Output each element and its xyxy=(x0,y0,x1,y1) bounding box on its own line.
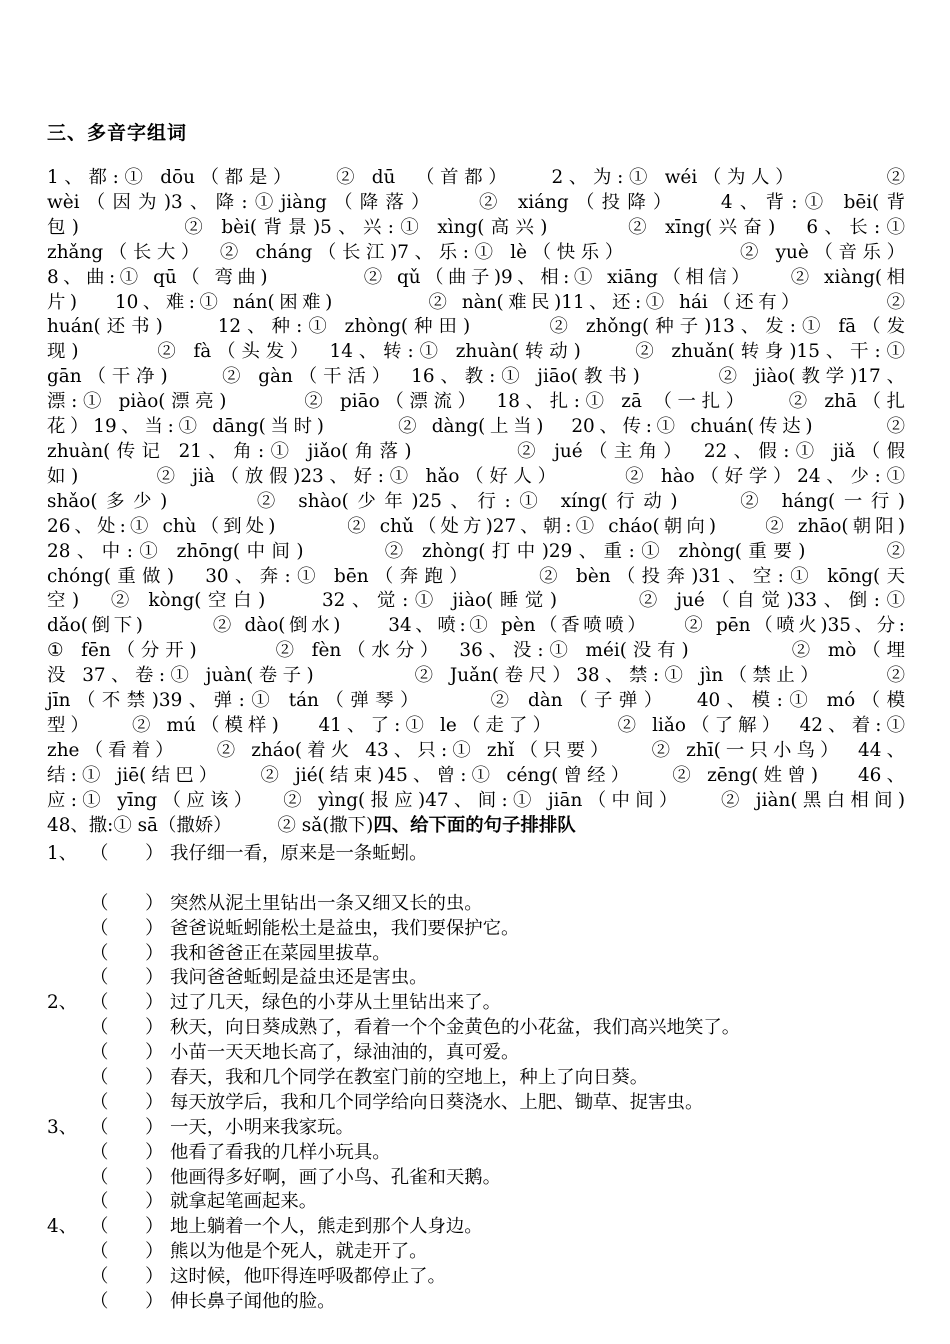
sentence-row xyxy=(47,1265,905,1290)
sentence-row xyxy=(47,1116,905,1141)
polyphone-line: ① fēn（分开) ② fèn（水分） 36、没:① méi(没有) ② mò（埋 xyxy=(47,640,905,662)
answer-blank[interactable]: （ ） xyxy=(90,1091,164,1113)
answer-blank[interactable]: （ ） xyxy=(90,917,164,939)
sentence-text: 小苗一天天地长高了，绿油油的，真可爱。 xyxy=(170,1042,520,1064)
sentence-row xyxy=(47,942,905,967)
sentence-text: 熊以为他是个死人，就走开了。 xyxy=(170,1241,428,1263)
sentence-text: 每天放学后，我和几个同学给向日葵浇水、上肥、锄草、捉害虫。 xyxy=(170,1091,704,1113)
sentence-row xyxy=(47,1041,905,1066)
polyphone-line: dǎo(倒下) ② dào(倒水) 34、喷:① pèn（香喷喷） ② pēn（喷火)35、分: xyxy=(47,615,905,637)
sentence-text: 我仔细一看，原来是一条蚯蚓。 xyxy=(170,843,428,864)
polyphone-line: wèi（因为)3、降:①jiàng（降落） ② xiáng（投降） 4、背:① bēi(背 xyxy=(47,191,905,213)
answer-blank[interactable]: （ ） xyxy=(90,892,164,914)
polyphone-line: 现) ② fà（头发） 14、转:① zhuàn(转动) ② zhuǎn(转身)15、干:① xyxy=(47,341,905,363)
polyphone-line: 包) ② bèi(背景)5、兴:① xìng(高兴) ② xīng(兴奋) 6、长:① xyxy=(47,216,905,238)
answer-blank[interactable]: （ ） xyxy=(90,1017,164,1039)
polyphone-line: shǎo(多少) ② shào(少年)25、行:① xíng(行动) ② háng(一行) xyxy=(47,490,905,512)
polyphone-line: 没 37、卷:① juàn(卷子) ② Juǎn(卷尺）38、禁:① jìn（禁止） ② xyxy=(47,665,905,687)
polyphone-paragraph xyxy=(47,166,905,838)
sentence-row xyxy=(47,1141,905,1166)
sentence-text: 他画得多好啊，画了小鸟、孔雀和天鹅。 xyxy=(170,1166,502,1188)
group-number: 1、 xyxy=(47,843,78,864)
sentence-text: 伸长鼻子闻他的脸。 xyxy=(170,1291,336,1313)
sentence-text: 一天，小明来我家玩。 xyxy=(170,1116,354,1138)
answer-blank[interactable]: （ ） xyxy=(90,1067,164,1089)
ordering-exercise xyxy=(47,842,905,1315)
group-number: 4、 xyxy=(47,1216,78,1238)
sentence-text: 他看了看我的几样小玩具。 xyxy=(170,1141,391,1163)
sentence-row xyxy=(47,1016,905,1041)
polyphone-line: zhuàn(传记 21、角:① jiǎo(角落) ② jué（主角） 22、假:① jiǎ（假 xyxy=(47,440,905,462)
sentence-row xyxy=(47,1066,905,1091)
polyphone-line: 如) ② jià（放假)23、好:① hǎo（好人） ② hào（好学）24、少:① xyxy=(47,465,905,487)
answer-blank[interactable]: （ ） xyxy=(90,942,164,964)
polyphone-line: 8、曲:① qū（ 弯曲) ② qǔ（曲子)9、相:① xiāng（相信） ② xiàng(相 xyxy=(47,266,905,288)
sentence-row xyxy=(47,1240,905,1265)
sentence-row xyxy=(47,991,905,1016)
sentence-row xyxy=(47,892,905,917)
sentence-text: 就拿起笔画起来。 xyxy=(170,1191,318,1213)
answer-blank[interactable]: （ ） xyxy=(90,1216,164,1238)
polyphone-line: zhe（看着） ② zháo(着火 43、只:① zhǐ（只要） ② zhī(一只小鸟） 44、 xyxy=(47,739,905,761)
answer-blank[interactable]: （ ） xyxy=(90,967,164,989)
sentence-text: 我和爸爸正在菜园里拔草。 xyxy=(170,942,391,964)
polyphone-line: 型） ② mú（模样) 41、了:① le（走了） ② liǎo（了解） 42、着:① xyxy=(47,714,905,736)
sentence-row xyxy=(47,917,905,942)
answer-blank[interactable]: （ ） xyxy=(90,1166,164,1188)
sentence-text: 春天，我和几个同学在教室门前的空地上，种上了向日葵。 xyxy=(170,1067,649,1089)
sentence-row xyxy=(47,1091,905,1116)
group-number: 3、 xyxy=(47,1116,78,1138)
polyphone-line: 26、处:① chù（到处) ② chǔ（处方)27、朝:① cháo(朝向) ② zhāo(朝阳) xyxy=(47,515,905,537)
sentence-row xyxy=(47,966,905,991)
polyphone-line: 结:① jiē(结巴） ② jié(结束)45、曾:① céng(曾经） ② zēng(姓曾) 46、 xyxy=(47,764,905,786)
polyphone-line: 花）19、当:① dāng(当时) ② dàng(上当) 20、传:① chuán(传达) ② xyxy=(47,416,905,438)
sentence-row xyxy=(47,1166,905,1191)
answer-blank[interactable]: （ ） xyxy=(90,1266,164,1288)
answer-blank[interactable]: （ ） xyxy=(90,992,164,1014)
group-number: 2、 xyxy=(47,992,78,1014)
polyphone-line: zhǎng（长大） ② cháng（长江)7、乐:① lè（快乐） ② yuè（音乐） xyxy=(47,241,905,263)
polyphone-line: chóng(重做) 30、奔:① bēn（奔跑） ② bèn（投奔)31、空:① kōng(天 xyxy=(47,565,905,587)
sentence-text: 我问爸爸蚯蚓是益虫还是害虫。 xyxy=(170,967,428,989)
answer-blank[interactable]: （ ） xyxy=(90,1291,164,1313)
sentence-text: 过了几天，绿色的小芽从土里钻出来了。 xyxy=(170,992,502,1014)
polyphone-line: 片) 10、难:① nán(困难) ② nàn(难民)11、还:① hái（还有） ② xyxy=(47,291,905,313)
polyphone-line: gān（干净) ② gàn（干活） 16、教:① jiāo(教书) ② jiào(教学)17、 xyxy=(47,366,905,388)
sentence-text: 秋天，向日葵成熟了，看着一个个金黄色的小花盆，我们高兴地笑了。 xyxy=(170,1017,741,1039)
sentence-row xyxy=(47,1290,905,1315)
sentence-text: 这时候，他吓得连呼吸都停止了。 xyxy=(170,1266,446,1288)
polyphone-line: 28、中:① zhōng(中间) ② zhòng(打中)29、重:① zhòng(重要) ② xyxy=(47,540,905,562)
answer-blank[interactable]: （ ） xyxy=(90,1141,164,1163)
section3-title: 三、多音字组词 xyxy=(47,122,188,144)
polyphone-line: 漂:① piào(漂亮) ② piāo（漂流） 18、扎:① zā （一扎） ② zhā（扎 xyxy=(47,391,905,413)
sentence-text: 爸爸说蚯蚓能松土是益虫，我们要保护它。 xyxy=(170,917,520,939)
sentence-row xyxy=(47,1215,905,1240)
polyphone-line: huán(还书) 12、种:① zhòng(种田) ② zhǒng(种子)13、发:① fā（发 xyxy=(47,316,905,338)
answer-blank[interactable]: （ ） xyxy=(90,1241,164,1263)
sentence-row xyxy=(47,1190,905,1215)
answer-blank[interactable]: （ ） xyxy=(90,1116,164,1138)
answer-blank[interactable]: （ ） xyxy=(90,843,164,864)
polyphone-line-48: 48、撒:① sā（撒娇） ② sǎ(撒下) xyxy=(47,814,374,836)
sentence-text: 突然从泥土里钻出一条又细又长的虫。 xyxy=(170,892,483,914)
section4-title: 四、给下面的句子排排队 xyxy=(373,814,576,836)
polyphone-last-line xyxy=(47,814,905,839)
polyphone-line: 应:① yīng（应该） ② yìng(报应)47、间:① jiān（中间） ② jiàn(黑白相间) xyxy=(47,789,905,811)
sentence-row xyxy=(47,842,905,867)
polyphone-line: 空) ② kòng(空白) 32、觉:① jiào(睡觉) ② jué（自觉)33、倒:① xyxy=(47,590,905,612)
sentence-text: 地上躺着一个人，熊走到那个人身边。 xyxy=(170,1216,483,1238)
answer-blank[interactable]: （ ） xyxy=(90,1191,164,1213)
polyphone-line: 1、都:① dōu（都是） ② dū （首都） 2、为:① wéi（为人） ② xyxy=(47,167,905,188)
polyphone-line: jīn（不禁)39、弹:① tán（弹琴） ② dàn（子弹） 40、模:① mó（模 xyxy=(47,690,905,712)
answer-blank[interactable]: （ ） xyxy=(90,1042,164,1064)
